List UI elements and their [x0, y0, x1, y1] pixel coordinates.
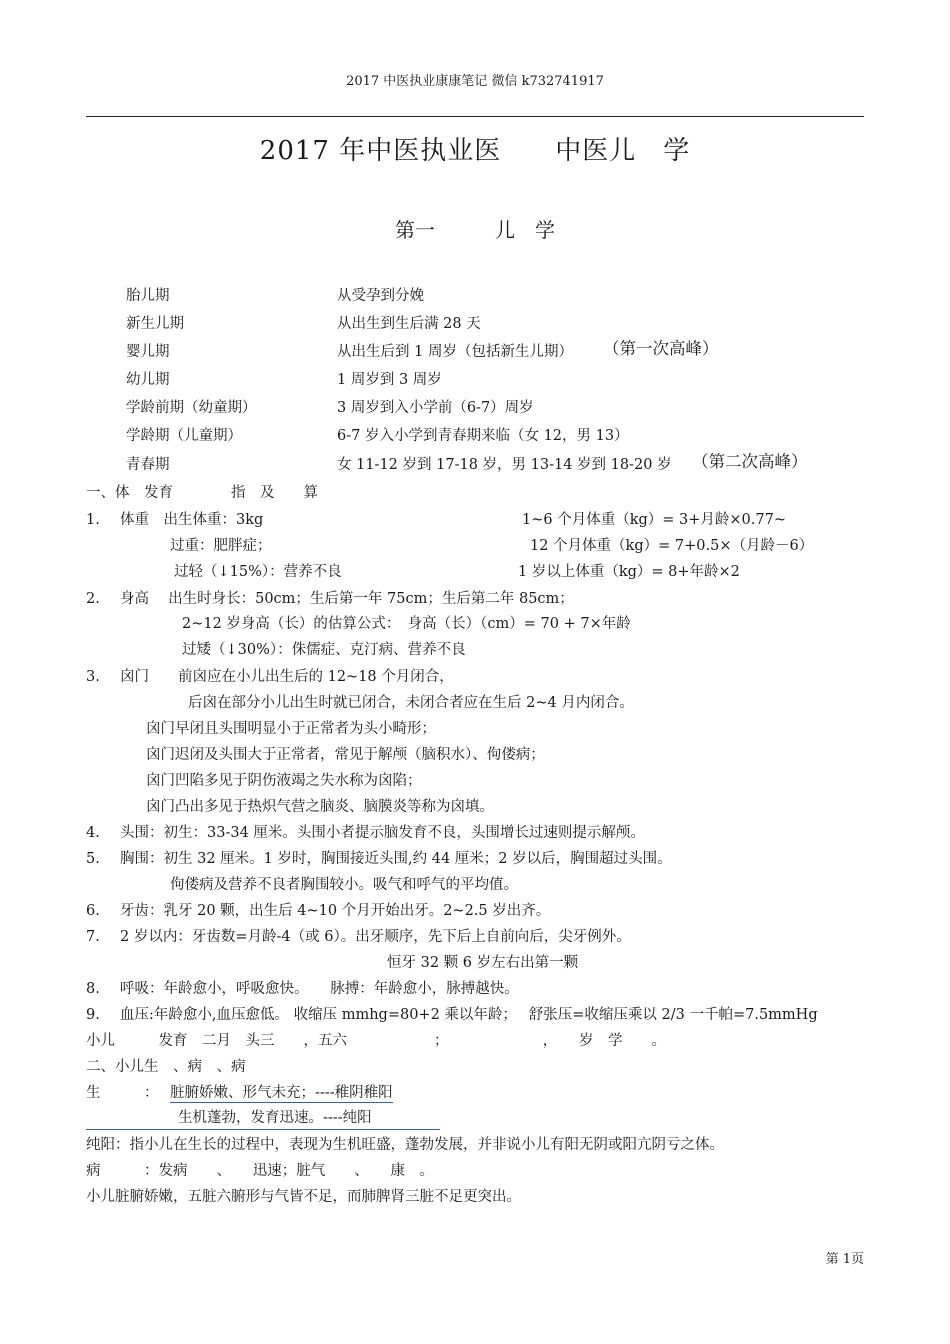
- weight-formula: 1 岁以上体重（kg）= 8+年龄×2: [518, 564, 740, 580]
- chest-line: 佝偻病及营养不良者胸围较小。吸气和呼气的平均值。: [170, 877, 518, 893]
- pure-yang-definition: 纯阳：指小儿在生长的过程中，表现为生机旺盛，蓬勃发展，并非说小儿有阳无阴或阳亢阴亏之体。: [86, 1137, 724, 1153]
- period-name: 幼儿期: [126, 372, 170, 388]
- section-heading: 一、体 发育 指 及 算: [86, 485, 318, 501]
- item-number: 3.: [86, 669, 100, 685]
- chapter-title: 第一 儿 学: [395, 218, 555, 242]
- item-number: 4.: [86, 825, 100, 841]
- item-number: 1.: [86, 512, 100, 528]
- weight-formula: 12 个月体重（kg）= 7+0.5×（月龄－6）: [530, 538, 814, 554]
- chest-line: 胸围：初生 32 厘米。1 岁时，胸围接近头围,约 44 厘米；2 岁以后，胸围超过头围。: [120, 851, 672, 867]
- header-rule: [86, 116, 864, 117]
- weight-line: 过轻（↓15%）：营养不良: [174, 564, 342, 580]
- period-name: 新生儿期: [126, 316, 184, 332]
- weight-formula: 1~6 个月体重（kg）= 3+月龄×0.77~: [522, 512, 786, 528]
- period-desc: 1 周岁到 3 周岁: [337, 372, 442, 388]
- teeth-line: 牙齿：乳牙 20 颗，出生后 4~10 个月开始出牙。2~2.5 岁出齐。: [120, 903, 551, 919]
- breath-line: 呼吸：年龄愈小，呼吸愈快。 脉搏：年龄愈小，脉搏越快。: [120, 981, 519, 997]
- item-number: 9.: [86, 1007, 100, 1023]
- item-number: 2.: [86, 591, 100, 607]
- period-desc: 从出生后到 1 周岁（包括新生儿期）: [337, 344, 573, 360]
- item-number: 8.: [86, 981, 100, 997]
- period-desc: 6-7 岁入小学到青春期来临（女 12，男 13）: [337, 428, 629, 444]
- fontanel-line: 囟门凹陷多见于阴伤液竭之失水称为囟陷；: [146, 773, 422, 789]
- teeth-line: 恒牙 32 颗 6 岁左右出第一颗: [387, 955, 579, 971]
- period-desc: 女 11-12 岁到 17-18 岁，男 13-14 岁到 18-20 岁: [337, 457, 672, 473]
- fontanel-line: 囟门迟闭及头围大于正常者，常见于解颅（脑积水）、佝偻病；: [146, 747, 545, 763]
- weight-line: 体重 出生体重：3kg: [120, 512, 264, 528]
- period-desc: 从出生到生后满 28 天: [337, 316, 481, 332]
- fontanel-line: 囟门 前囟应在小儿出生后的 12~18 个月闭合，: [120, 669, 454, 685]
- period-desc: 从受孕到分娩: [337, 288, 424, 304]
- period-desc: 3 周岁到入小学前（6-7）周岁: [337, 400, 534, 416]
- head-line: 头围：初生：33-34 厘米。头围小者提示脑发育不良，头围增长过速则提示解颅。: [120, 825, 645, 841]
- item-number: 7.: [86, 929, 100, 945]
- period-note: （第一次高峰）: [603, 339, 719, 358]
- underlined-text: 脏腑娇嫩、形气未充；----稚阴稚阳: [170, 1085, 393, 1101]
- period-name: 学龄前期（幼童期）: [126, 400, 257, 416]
- period-name: 学龄期（儿童期）: [126, 428, 242, 444]
- underlined-text: 生机蓬勃，发育迅速。----纯阳: [86, 1108, 440, 1130]
- section-heading: 二、小儿生 、病 、病: [86, 1059, 246, 1075]
- document-title: 2017 年中医执业医 中医儿 学: [259, 136, 691, 166]
- fontanel-line: 囟门凸出多见于热炽气营之脑炎、脑膜炎等称为囟填。: [146, 799, 494, 815]
- period-name: 婴儿期: [126, 344, 170, 360]
- page-number: 第 1页: [825, 1252, 864, 1267]
- physiology-point: [170, 1083, 393, 1103]
- fontanel-line: 囟门早闭且头围明显小于正常者为头小畸形；: [146, 721, 436, 737]
- page-header: 2017 中医执业康康笔记 微信 k732741917: [346, 74, 604, 89]
- period-note: （第二次高峰）: [692, 452, 808, 471]
- weight-line: 过重：肥胖症；: [170, 538, 272, 554]
- height-formula: 2~12 岁身高（长）的估算公式： 身高（长）（cm）= 70 + 7×年龄: [182, 616, 631, 632]
- period-name: 青春期: [126, 457, 170, 473]
- physiology-point: [86, 1108, 440, 1130]
- item-number: 6.: [86, 903, 100, 919]
- bp-line: 血压:年龄愈小,血压愈低。 收缩压 mmhg=80+2 乘以年龄； 舒张压=收缩压乘以 2/3 一千帕=7.5mmHg: [120, 1007, 818, 1023]
- item-number: 5.: [86, 851, 100, 867]
- teeth-line: 2 岁以内：牙齿数=月龄-4（或 6）。出牙顺序，先下后上自前向后，尖牙例外。: [120, 929, 631, 945]
- summary-line: 小儿 发育 二月 头三 ，五六 ； ， 岁 学 。: [86, 1033, 666, 1049]
- pathology-line: 病 ：发病 、 迅速；脏气 、 康 。: [86, 1163, 434, 1179]
- height-line: 身高 出生时身长：50cm；生后第一年 75cm；生后第二年 85cm；: [120, 591, 574, 607]
- fontanel-line: 后囟在部分小儿出生时就已闭合，未闭合者应在生后 2~4 月内闭合。: [188, 695, 634, 711]
- height-line: 过矮（↓30%）：侏儒症、克汀病、营养不良: [182, 642, 466, 658]
- physiology-label: 生 ：: [86, 1085, 159, 1101]
- organ-line: 小儿脏腑娇嫩，五脏六腑形与气皆不足，而肺脾肾三脏不足更突出。: [86, 1189, 521, 1205]
- period-name: 胎儿期: [126, 288, 170, 304]
